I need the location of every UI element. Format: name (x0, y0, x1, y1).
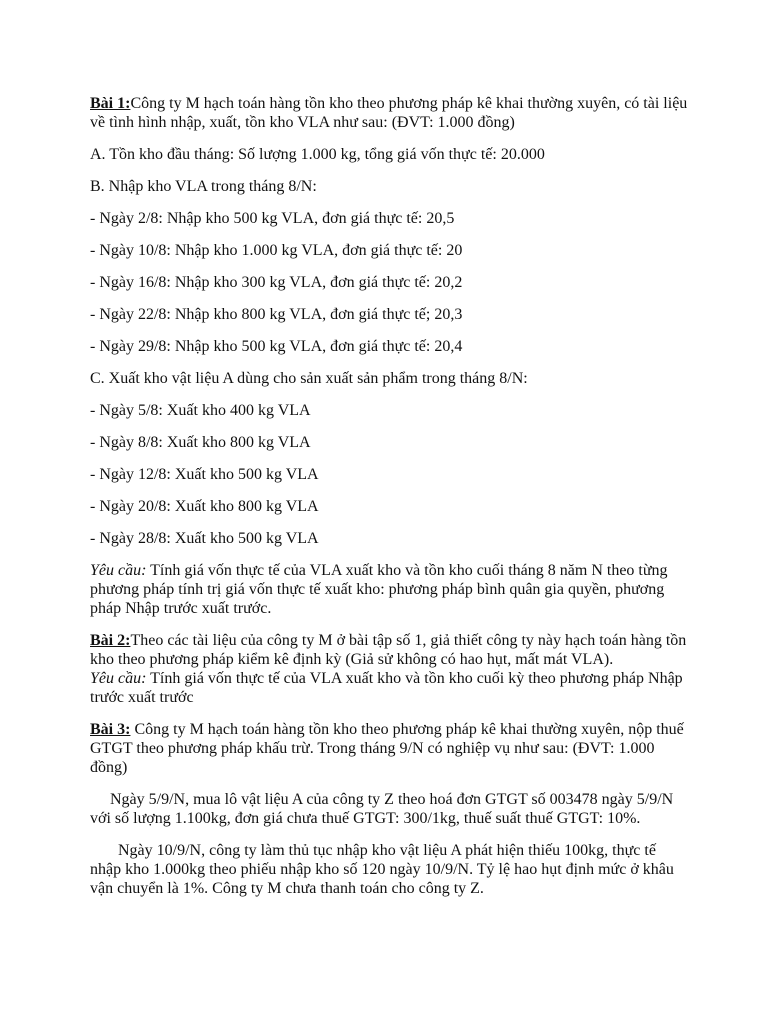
bai1-heading: Bài 1: (90, 95, 131, 112)
bai1-requirement (90, 561, 690, 618)
bai2-paragraph (90, 631, 690, 707)
export-item: - Ngày 20/8: Xuất kho 800 kg VLA (90, 498, 319, 515)
import-item: - Ngày 16/8: Nhập kho 300 kg VLA, đơn giá thực tế: 20,2 (90, 274, 463, 291)
export-item: - Ngày 8/8: Xuất kho 800 kg VLA (90, 434, 311, 451)
bai3-item-2: Ngày 10/9/N, công ty làm thủ tục nhập kho vật liệu A phát hiện thiếu 100kg, thực tế nhập kho 1.000kg theo phiếu nhập kho số 120 ngày 10/9/N. Tỷ lệ hao hụt định mức ở khâu vận chuyển là 1%. Công ty M chưa thanh toán cho công ty Z. (90, 842, 674, 897)
export-item: - Ngày 28/8: Xuất kho 500 kg VLA (90, 530, 319, 547)
import-item: - Ngày 10/8: Nhập kho 1.000 kg VLA, đơn giá thực tế: 20 (90, 242, 463, 259)
bai2-intro: Theo các tài liệu của công ty M ở bài tập số 1, giả thiết công ty này hạch toán hàng tồn kho theo phương pháp kiểm kê định kỳ (Giả sử không có hao hụt, mất mát VLA). (90, 632, 687, 668)
bai3-intro-paragraph (90, 720, 690, 777)
import-item: - Ngày 22/8: Nhập kho 800 kg VLA, đơn giá thực tế; 20,3 (90, 306, 463, 323)
bai1-requirement-text: Tính giá vốn thực tế của VLA xuất kho và tồn kho cuối tháng 8 năm N theo từng phương pháp tính trị giá vốn thực tế xuất kho: phương pháp bình quân gia quyền, phương pháp Nhập trước xuất trước. (90, 562, 668, 617)
bai1-intro: Công ty M hạch toán hàng tồn kho theo phương pháp kê khai thường xuyên, có tài liệu về tình hình nhập, xuất, tồn kho VLA như sau: (ĐVT: 1.000 đồng) (90, 95, 688, 131)
bai1-requirement-label: Yêu cầu: (90, 562, 147, 579)
import-item: - Ngày 29/8: Nhập kho 500 kg VLA, đơn giá thực tế: 20,4 (90, 338, 463, 355)
bai3-intro: Công ty M hạch toán hàng tồn kho theo phương pháp kê khai thường xuyên, nộp thuế GTGT theo phương pháp khấu trừ. Trong tháng 9/N có nghiệp vụ như sau: (ĐVT: 1.000 đồng) (90, 721, 684, 776)
bai3-item-1: Ngày 5/9/N, mua lô vật liệu A của công ty Z theo hoá đơn GTGT số 003478 ngày 5/9/N với số lượng 1.100kg, đơn giá chưa thuế GTGT: 300/1kg, thuế suất thuế GTGT: 10%. (90, 791, 674, 827)
export-item: - Ngày 12/8: Xuất kho 500 kg VLA (90, 466, 319, 483)
export-item: - Ngày 5/8: Xuất kho 400 kg VLA (90, 402, 311, 419)
bai3-heading: Bài 3: (90, 721, 131, 738)
document-page (90, 94, 690, 911)
bai1-section-a: A. Tồn kho đầu tháng: Số lượng 1.000 kg, tổng giá vốn thực tế: 20.000 (90, 146, 545, 163)
bai2-requirement-text: Tính giá vốn thực tế của VLA xuất kho và tồn kho cuối kỳ theo phương pháp Nhập trước xuất trước (90, 670, 683, 706)
bai1-intro-paragraph (90, 94, 690, 132)
bai1-section-c: C. Xuất kho vật liệu A dùng cho sản xuất sản phẩm trong tháng 8/N: (90, 370, 528, 387)
bai2-requirement-label: Yêu cầu: (90, 670, 147, 687)
bai1-section-b: B. Nhập kho VLA trong tháng 8/N: (90, 178, 317, 195)
import-item: - Ngày 2/8: Nhập kho 500 kg VLA, đơn giá thực tế: 20,5 (90, 210, 455, 227)
bai2-heading: Bài 2: (90, 632, 131, 649)
